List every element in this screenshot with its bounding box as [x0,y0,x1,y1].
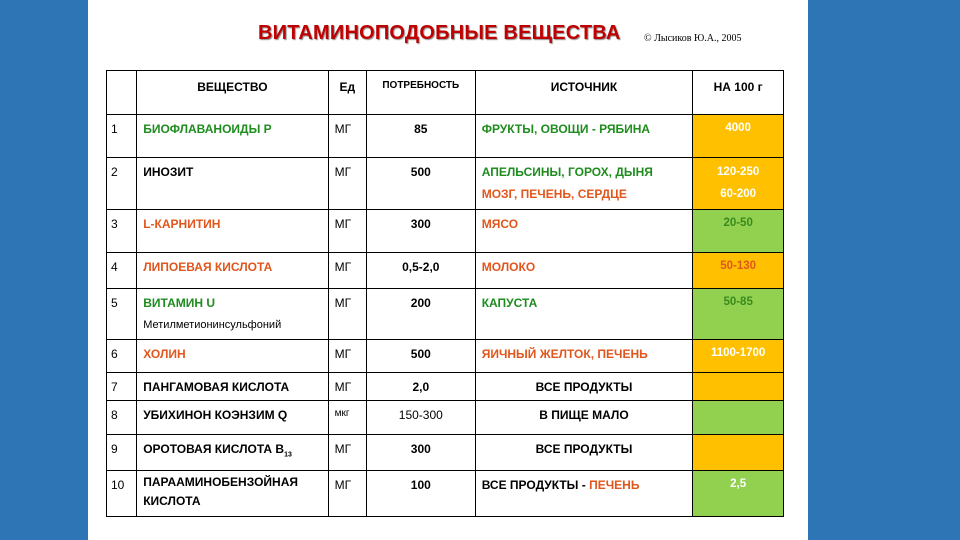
row-num: 1 [107,115,137,158]
row-unit: МГ [328,158,366,210]
row-need: 500 [366,158,475,210]
name-subtitle: Метилметионинсульфоний [143,319,282,331]
source-prefix: ВСЕ ПРОДУКТЫ - [481,478,590,492]
row-need: 85 [366,115,475,158]
table-row [107,401,784,435]
row-name: ПАНГАМОВАЯ КИСЛОТА [137,373,328,401]
table-row [107,340,784,373]
row-name [137,471,328,517]
row-name: ХОЛИН [137,340,328,373]
per100-line: 120-250 [717,166,760,178]
table-row [107,158,784,210]
row-source: ВСЕ ПРОДУКТЫ [475,373,693,401]
name-text: ОРОТОВАЯ КИСЛОТА В [143,442,285,456]
row-unit: МГ [328,340,366,373]
row-num: 8 [107,401,137,435]
row-need: 500 [366,340,475,373]
row-per100 [693,401,784,435]
table-row [107,289,784,340]
row-source [475,158,693,210]
row-per100 [693,373,784,401]
table-row [107,115,784,158]
row-unit: МГ [328,435,366,471]
row-num: 4 [107,253,137,289]
row-num: 3 [107,210,137,253]
table-row [107,471,784,517]
name-line: ВИТАМИН U [143,296,216,310]
row-per100 [693,158,784,210]
row-unit: мкг [328,401,366,435]
row-unit: МГ [328,373,366,401]
row-need: 300 [366,210,475,253]
table-row [107,435,784,471]
row-need: 150-300 [366,401,475,435]
source-line: МОЗГ, ПЕЧЕНЬ, СЕРДЦЕ [481,187,627,201]
header-num [107,71,137,115]
row-per100: 50-130 [693,253,784,289]
row-num: 10 [107,471,137,517]
row-per100: 4000 [693,115,784,158]
header-substance: ВЕЩЕСТВО [137,71,328,115]
row-source: ВСЕ ПРОДУКТЫ [475,435,693,471]
row-unit: МГ [328,115,366,158]
vitamin-table [106,70,784,517]
table-header-row [107,71,784,115]
row-num: 2 [107,158,137,210]
row-unit: МГ [328,471,366,517]
row-per100: 50-85 [693,289,784,340]
row-per100: 20-50 [693,210,784,253]
row-source [475,471,693,517]
row-num: 5 [107,289,137,340]
copyright: © Лысиков Ю.А., 2005 [644,33,742,44]
row-need: 2,0 [366,373,475,401]
row-need: 200 [366,289,475,340]
row-name: ИНОЗИТ [137,158,328,210]
row-num: 9 [107,435,137,471]
row-name [137,435,328,471]
row-per100 [693,435,784,471]
row-name [137,289,328,340]
row-need: 100 [366,471,475,517]
source-highlight: ПЕЧЕНЬ [589,478,640,492]
per100-line: 60-200 [720,188,757,200]
row-per100: 2,5 [693,471,784,517]
row-source: ФРУКТЫ, ОВОЩИ - РЯБИНА [475,115,693,158]
table-row [107,373,784,401]
row-num: 7 [107,373,137,401]
slide-title: ВИТАМИНОПОДОБНЫЕ ВЕЩЕСТВА [258,22,621,44]
header-source: ИСТОЧНИК [475,71,693,115]
row-num: 6 [107,340,137,373]
row-source: В ПИЩЕ МАЛО [475,401,693,435]
name-line: ПАРААМИНОБЕНЗОЙНАЯ [143,475,298,489]
row-source: МОЛОКО [475,253,693,289]
row-name: L-КАРНИТИН [137,210,328,253]
header-need: ПОТРЕБНОСТЬ [366,71,475,115]
header-unit: Ед [328,71,366,115]
row-name: УБИХИНОН КОЭНЗИМ Q [137,401,328,435]
row-source: КАПУСТА [475,289,693,340]
table-row [107,210,784,253]
row-name: БИОФЛАВАНОИДЫ Р [137,115,328,158]
row-source: ЯИЧНЫЙ ЖЕЛТОК, ПЕЧЕНЬ [475,340,693,373]
row-unit: МГ [328,210,366,253]
row-need: 0,5-2,0 [366,253,475,289]
row-source: МЯСО [475,210,693,253]
row-need: 300 [366,435,475,471]
slide [88,0,808,540]
row-unit: МГ [328,253,366,289]
header-per100: НА 100 г [693,71,784,115]
table-row [107,253,784,289]
row-unit: МГ [328,289,366,340]
source-line: АПЕЛЬСИНЫ, ГОРОХ, ДЫНЯ [481,165,653,179]
name-line: КИСЛОТА [143,494,201,508]
row-per100: 1100-1700 [693,340,784,373]
row-name: ЛИПОЕВАЯ КИСЛОТА [137,253,328,289]
name-subscript: 13 [284,451,292,459]
